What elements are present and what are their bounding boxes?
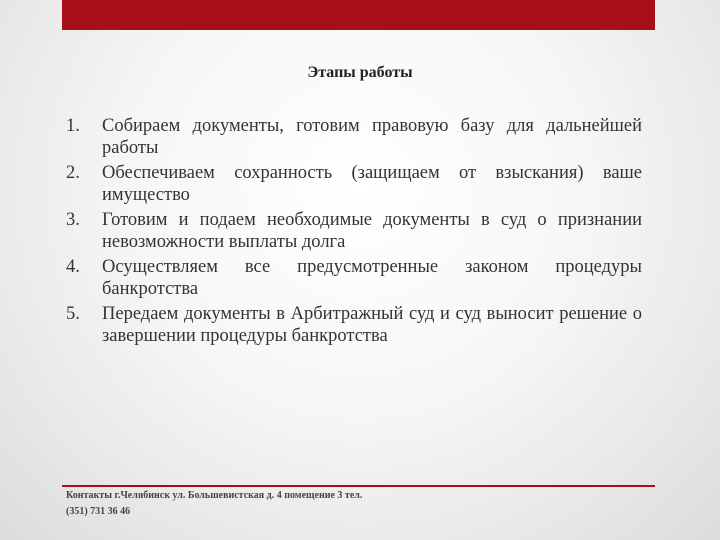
step-text: Готовим и подаем необходимые документы в суд о признании невозможности выплаты долга [102, 210, 642, 252]
steps-list [66, 115, 642, 350]
top-accent-bar [62, 0, 655, 30]
step-number: 1. [66, 116, 80, 136]
footer-divider [62, 485, 655, 487]
list-item [66, 256, 642, 300]
step-text: Осуществляем все предусмотренные законом процедуры банкротства [102, 257, 642, 299]
step-text: Обеспечиваем сохранность (защищаем от взыскания) ваше имущество [102, 163, 642, 205]
footer-address: Контакты г.Челябинск ул. Большевистская д. 4 помещение 3 тел. [66, 490, 363, 501]
footer-contacts [66, 488, 646, 520]
step-text: Собираем документы, готовим правовую базу для дальнейшей работы [102, 116, 642, 158]
step-number: 4. [66, 257, 80, 277]
footer-phone: (351) 731 36 46 [66, 506, 131, 517]
step-number: 5. [66, 304, 80, 324]
list-item [66, 162, 642, 206]
list-item [66, 209, 642, 253]
slide-title: Этапы работы [307, 64, 413, 81]
list-item [66, 115, 642, 159]
list-item [66, 303, 642, 347]
step-text: Передаем документы в Арбитражный суд и суд выносит решение о завершении процедуры банкротства [102, 304, 642, 346]
step-number: 3. [66, 210, 80, 230]
step-number: 2. [66, 163, 80, 183]
